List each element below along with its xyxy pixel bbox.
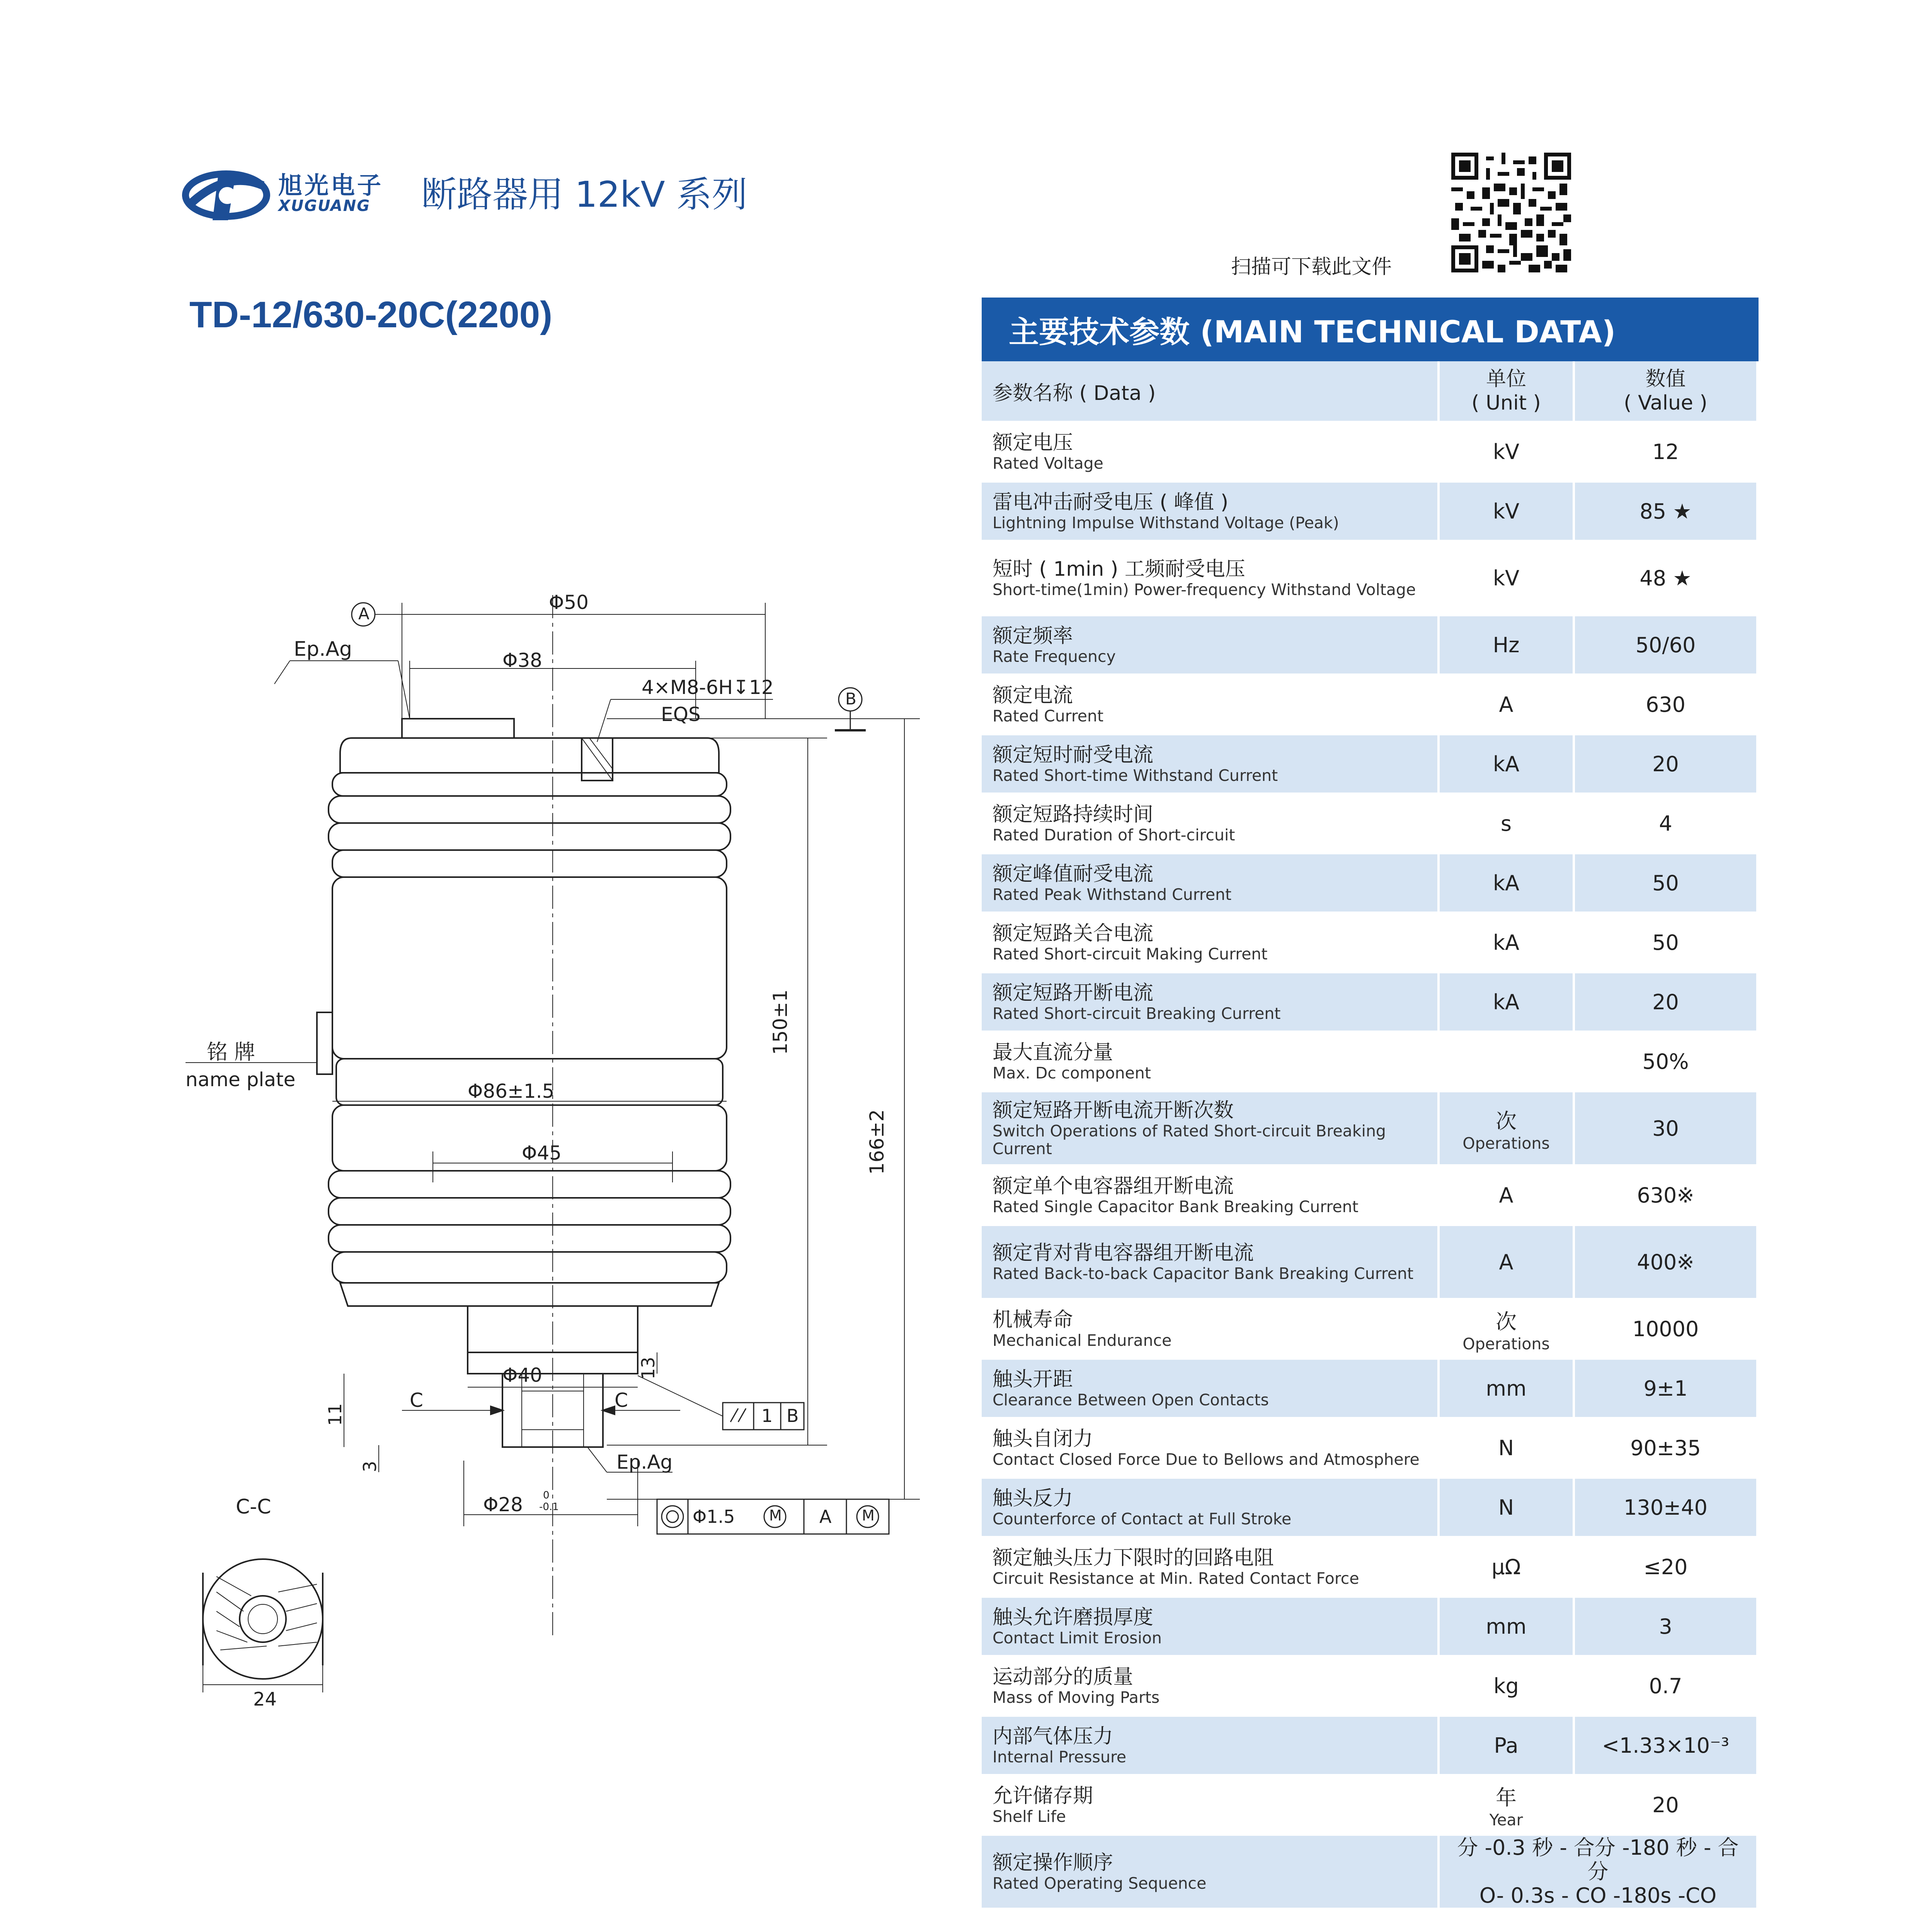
- param-unit: mm: [1486, 1614, 1527, 1639]
- param-unit: kA: [1493, 752, 1520, 776]
- param-unit: kg: [1493, 1673, 1519, 1698]
- param-name-cn: 触头允许磨损厚度: [993, 1606, 1154, 1629]
- param-name-cn: 额定背对背电容器组开断电流: [993, 1242, 1254, 1265]
- main-table-row: [982, 1479, 1759, 1538]
- qr-caption: 扫描可下载此文件: [1231, 255, 1392, 279]
- param-value: 50/60: [1635, 633, 1696, 657]
- param-unit: mm: [1486, 1376, 1527, 1401]
- main-table-heading: 主要技术参数 (MAIN TECHNICAL DATA): [982, 298, 1759, 361]
- param-name-cn: 额定短路开断电流开断次数: [993, 1099, 1234, 1122]
- dim-d28: Φ28: [483, 1493, 523, 1516]
- param-name-en: Rated Single Capacitor Bank Breaking Current: [993, 1197, 1359, 1216]
- param-value: 90±35: [1630, 1435, 1701, 1460]
- dim-h3: 3: [359, 1461, 380, 1472]
- param-value: 50: [1652, 871, 1679, 895]
- model-number: TD-12/630-20C(2200): [189, 294, 553, 335]
- section-width-24: 24: [253, 1689, 277, 1710]
- param-name-cn: 触头自闭力: [993, 1427, 1093, 1451]
- brand-name-cn: 旭光电子: [278, 171, 384, 199]
- param-name-en: Rated Duration of Short-circuit: [993, 826, 1235, 844]
- param-unit: μΩ: [1491, 1554, 1521, 1579]
- param-name-cn: 触头反力: [993, 1487, 1073, 1510]
- param-value: 630※: [1637, 1183, 1694, 1208]
- param-name-cn: 机械寿命: [993, 1308, 1073, 1332]
- param-name-cn: 额定电压: [993, 431, 1073, 454]
- param-name-cn: 短时 ( 1min ) 工频耐受电压: [993, 558, 1245, 581]
- param-name-en: Rated Back-to-back Capacitor Bank Breaking Current: [993, 1264, 1414, 1283]
- main-table-row: [982, 1167, 1759, 1226]
- param-unit: kV: [1493, 439, 1520, 464]
- dim-d50: Φ50: [549, 591, 589, 614]
- main-table-row: [982, 735, 1759, 795]
- datum-a-label: A: [358, 604, 369, 623]
- parallel-tolerance-datum: B: [787, 1405, 799, 1426]
- eqs-label: EQS: [661, 703, 701, 726]
- param-value: 4: [1659, 811, 1672, 836]
- param-value: 50: [1652, 930, 1679, 955]
- dim-h13: 13: [638, 1357, 659, 1379]
- param-name-en: Max. Dc component: [993, 1064, 1151, 1082]
- main-table-row: [982, 854, 1759, 914]
- ep-ag-top-label: Ep.Ag: [294, 638, 352, 661]
- param-name-cn: 额定短路开断电流: [993, 981, 1154, 1005]
- param-value: 20: [1652, 752, 1679, 776]
- param-name-cn: 额定电流: [993, 684, 1073, 707]
- brand-name-en: XUGUANG: [278, 197, 371, 215]
- main-table-row: [982, 1419, 1759, 1479]
- param-value: 0.7: [1649, 1673, 1682, 1698]
- param-value: <1.33×10⁻³: [1602, 1733, 1730, 1758]
- main-table-row: [982, 1598, 1759, 1657]
- main-table-header-row: [982, 361, 1759, 423]
- main-table-row: [982, 1657, 1759, 1717]
- param-name-cn: 额定峰值耐受电流: [993, 862, 1154, 886]
- dim-d45: Φ45: [522, 1142, 562, 1164]
- param-name-en: Rated Short-circuit Making Current: [993, 945, 1268, 963]
- sequence-en: Rated Operating Sequence: [993, 1874, 1207, 1893]
- param-name-cn: 内部气体压力: [993, 1725, 1113, 1748]
- param-unit: s: [1500, 811, 1512, 836]
- param-value: 20: [1652, 990, 1679, 1014]
- param-name-en: Clearance Between Open Contacts: [993, 1391, 1269, 1409]
- param-unit: A: [1499, 1183, 1514, 1208]
- main-table-row: [982, 914, 1759, 973]
- param-name-cn: 最大直流分量: [993, 1041, 1113, 1064]
- main-col-value-en: ( Value ): [1624, 391, 1708, 415]
- main-table-row: [982, 542, 1759, 616]
- parallel-tolerance-value: 1: [761, 1405, 773, 1426]
- series-title: 断路器用 12kV 系列: [421, 174, 747, 215]
- param-name-cn: 额定短路持续时间: [993, 803, 1154, 826]
- param-name-en: Rated Short-time Withstand Current: [993, 766, 1278, 785]
- main-table: [982, 361, 1759, 1910]
- main-table-row: [982, 1300, 1759, 1360]
- main-table-row: [982, 1033, 1759, 1092]
- section-c-left: C: [410, 1389, 423, 1412]
- param-unit-en: Year: [1489, 1810, 1523, 1829]
- datum-b-label: B: [845, 689, 856, 708]
- param-name-cn: 额定频率: [993, 624, 1073, 648]
- param-unit: 次: [1496, 1309, 1517, 1334]
- param-value: 12: [1652, 439, 1679, 464]
- param-value: 50%: [1642, 1049, 1689, 1074]
- nameplate-en: name plate: [186, 1068, 296, 1091]
- qr-code: [1451, 153, 1571, 272]
- main-table-row: [982, 1226, 1759, 1300]
- param-name-en: Shelf Life: [993, 1807, 1066, 1826]
- param-name-cn: 额定短路关合电流: [993, 922, 1154, 945]
- position-tolerance-m2: M: [862, 1507, 875, 1524]
- param-name-en: Rated Peak Withstand Current: [993, 885, 1232, 904]
- param-name-cn: 允许储存期: [993, 1784, 1093, 1808]
- param-unit: kA: [1493, 871, 1520, 895]
- main-col-value-cn: 数值: [1645, 367, 1686, 391]
- dim-h166: 166±2: [866, 1109, 888, 1175]
- main-table-row: [982, 1776, 1759, 1836]
- param-name-cn: 运动部分的质量: [993, 1665, 1134, 1689]
- param-name-en: Circuit Resistance at Min. Rated Contact Force: [993, 1569, 1359, 1588]
- main-col-param: 参数名称 ( Data ): [993, 381, 1156, 405]
- dim-d86: Φ86±1.5: [468, 1080, 555, 1102]
- param-name-en: Mechanical Endurance: [993, 1331, 1172, 1350]
- main-table-sequence-row: [982, 1836, 1759, 1910]
- param-unit: kV: [1493, 499, 1520, 524]
- param-value: 20: [1652, 1793, 1679, 1817]
- param-name-cn: 额定短时耐受电流: [993, 743, 1154, 767]
- position-tolerance-m1: M: [769, 1507, 782, 1524]
- param-value: 400※: [1637, 1250, 1694, 1274]
- param-name-en: Contact Closed Force Due to Bellows and Atmosphere: [993, 1450, 1420, 1469]
- main-col-unit-cn: 单位: [1486, 367, 1526, 391]
- param-name-en: Rated Current: [993, 707, 1104, 725]
- ep-ag-bottom-label: Ep.Ag: [616, 1451, 673, 1473]
- dim-d38: Φ38: [502, 649, 542, 672]
- param-name-cn: 额定单个电容器组开断电流: [993, 1175, 1234, 1198]
- section-title: C-C: [236, 1495, 271, 1519]
- main-table-row: [982, 1538, 1759, 1598]
- param-value: 85 ★: [1639, 499, 1692, 524]
- main-table-row: [982, 973, 1759, 1033]
- main-table-row: [982, 423, 1759, 483]
- param-value: 9±1: [1643, 1376, 1688, 1401]
- param-name-en: Mass of Moving Parts: [993, 1688, 1160, 1707]
- param-name-en: Counterforce of Contact at Full Stroke: [993, 1510, 1292, 1528]
- param-unit: N: [1498, 1495, 1514, 1520]
- param-value: ≤20: [1643, 1554, 1688, 1579]
- param-unit: 次: [1496, 1109, 1517, 1133]
- param-unit: 年: [1496, 1785, 1517, 1810]
- param-unit: Pa: [1494, 1733, 1519, 1758]
- param-name-cn: 额定触头压力下限时的回路电阻: [993, 1546, 1274, 1570]
- param-value: 30: [1652, 1116, 1679, 1141]
- param-unit: A: [1499, 692, 1514, 717]
- param-name-en: Switch Operations of Rated Short-circuit Breaking Current: [993, 1122, 1386, 1158]
- param-value: 48 ★: [1639, 566, 1692, 590]
- param-name-en: Short-time(1min) Power-frequency Withstand Voltage: [993, 580, 1416, 599]
- param-unit: kV: [1493, 566, 1520, 590]
- position-tolerance-datum: A: [819, 1506, 832, 1527]
- param-name-en: Rated Short-circuit Breaking Current: [993, 1004, 1281, 1023]
- section-c-right: C: [615, 1389, 628, 1412]
- param-name-en: Lightning Impulse Withstand Voltage (Peak): [993, 514, 1339, 532]
- param-name-cn: 触头开距: [993, 1368, 1073, 1391]
- sequence-value-cn: 分 -0.3 秒 - 合分 -180 秒 - 合分: [1457, 1835, 1739, 1884]
- brand-logo: [182, 162, 271, 228]
- main-table-row: [982, 1717, 1759, 1776]
- param-name-cn: 雷电冲击耐受电压 ( 峰值 ): [993, 491, 1229, 514]
- dim-h11: 11: [325, 1403, 346, 1426]
- main-table-row: [982, 483, 1759, 542]
- dim-d28-tol-top: 0: [543, 1490, 550, 1501]
- position-tolerance-value: Φ1.5: [693, 1506, 735, 1527]
- param-value: 3: [1659, 1614, 1672, 1639]
- main-table-row: [982, 616, 1759, 676]
- main-table-row: [982, 1092, 1759, 1167]
- param-unit: kA: [1493, 990, 1520, 1014]
- dim-d40: Φ40: [502, 1364, 542, 1386]
- param-name-en: Contact Limit Erosion: [993, 1629, 1162, 1647]
- param-unit-en: Operations: [1462, 1134, 1550, 1153]
- param-name-en: Rate Frequency: [993, 647, 1116, 666]
- sequence-value-en: O- 0.3s - CO -180s -CO: [1479, 1883, 1717, 1908]
- param-unit: N: [1498, 1435, 1514, 1460]
- dim-h150: 150±1: [769, 989, 792, 1055]
- param-unit-en: Operations: [1462, 1334, 1550, 1353]
- param-value: 630: [1645, 692, 1686, 717]
- param-name-en: Rated Voltage: [993, 454, 1103, 473]
- param-unit: A: [1499, 1250, 1514, 1274]
- sequence-cn: 额定操作顺序: [993, 1851, 1113, 1874]
- main-table-row: [982, 1360, 1759, 1419]
- param-value: 130±40: [1623, 1495, 1708, 1520]
- param-value: 10000: [1632, 1316, 1699, 1341]
- param-unit: kA: [1493, 930, 1520, 955]
- nameplate-cn: 铭 牌: [207, 1040, 255, 1064]
- dim-d28-tol-bottom: -0.1: [539, 1501, 559, 1513]
- main-table-row: [982, 676, 1759, 735]
- param-unit: Hz: [1493, 633, 1520, 657]
- main-table-row: [982, 795, 1759, 854]
- main-col-unit-en: ( Unit ): [1471, 391, 1541, 415]
- technical-drawing: [162, 572, 943, 1801]
- param-name-en: Internal Pressure: [993, 1748, 1127, 1766]
- thread-spec: 4×M8-6H↧12: [642, 676, 774, 699]
